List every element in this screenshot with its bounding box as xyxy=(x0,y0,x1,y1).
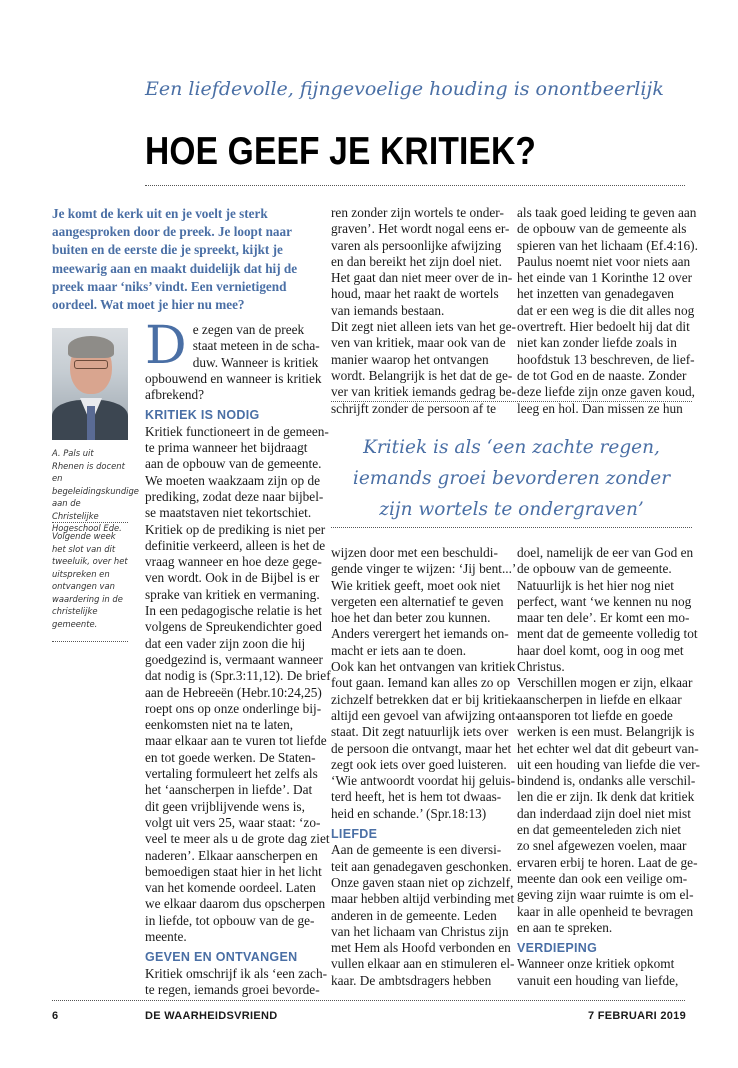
text-line: hoe het dan beter zou kunnen. xyxy=(331,610,491,626)
paragraph xyxy=(145,965,328,999)
text-line: Kritiek op de prediking is niet per xyxy=(145,521,326,537)
text-line: zijn wortels te ondergraven’ xyxy=(379,499,644,520)
text-line: dit geen vrijblijvende wens is, xyxy=(145,798,305,814)
article-title: HOE GEEF JE KRITIEK? xyxy=(145,130,537,173)
text-line: In een pedagogische relatie is het xyxy=(145,603,322,619)
caption-divider xyxy=(52,522,128,523)
text-line: volgens de Spreukendichter goed xyxy=(145,619,322,635)
text-line: Wanneer onze kritiek opkomt xyxy=(517,956,675,972)
text-line: aan de Hebreeën (Hebr.10:24,25) xyxy=(145,684,322,700)
column-2-bottom xyxy=(331,545,520,989)
text-line: maar ten dele’. Er komt een mo- xyxy=(517,610,690,626)
text-line: van het lichaam van Christus zijn xyxy=(331,923,509,939)
text-line: te prima wanneer het bijdraagt xyxy=(145,440,308,456)
text-line: heid en schande.’ (Spr.18:13) xyxy=(331,805,487,821)
publication-name: DE WAARHEIDSVRIEND xyxy=(145,1010,278,1022)
text-line: met Hem als Hoofd verbonden en xyxy=(331,940,511,956)
text-line: Kritiek omschrijf ik als ‘een zach- xyxy=(145,965,328,981)
text-line: zichzelf betrekken dat er bij kritiek xyxy=(331,691,518,707)
title-divider xyxy=(145,185,685,186)
text-line: niet kan zonder liefde zoals in xyxy=(517,335,677,351)
text-line: Onze gaven staan niet op zichzelf, xyxy=(331,874,514,890)
text-line: dat er een weg is die dit alles nog xyxy=(517,302,695,318)
text-line: van het komende oordeel. Laten xyxy=(145,880,316,896)
text-line: opbouwend en wanneer is kritiek xyxy=(145,370,322,386)
paragraph xyxy=(517,956,692,989)
paragraph xyxy=(517,545,700,936)
text-line: roept ons op onze onderlinge bij- xyxy=(145,700,322,716)
section-heading-kritiek-is-nodig: KRITIEK IS NODIG xyxy=(145,408,260,423)
text-line: staat. Dit zegt natuurlijk iets over xyxy=(331,724,509,740)
column-1 xyxy=(145,316,331,998)
text-line: sprake van kritiek en vermaning. xyxy=(145,586,320,602)
text-line: aansporen tot liefde en goede xyxy=(517,707,673,723)
text-line: aan de opbouw van de gemeente. xyxy=(145,456,322,472)
text-line: bemoedigen staat hier in het licht xyxy=(145,863,322,879)
pullquote-divider-top xyxy=(331,401,692,402)
drop-cap: D xyxy=(145,316,187,376)
text-line: in liefde, tot opbouw van de ge- xyxy=(145,912,315,928)
text-line: veel te meer als u de grote dag ziet xyxy=(145,831,330,847)
paragraph xyxy=(331,842,515,989)
next-week-caption: Volgende week het slot van dit tweeluik, over het uitspreken en ontvangen van waardering in de christelijke gemeente. xyxy=(52,531,128,629)
text-line: dat nodig is (Spr.3:11,12). De brief xyxy=(145,668,331,684)
text-line: werken is een must. Belangrijk is xyxy=(517,724,695,740)
text-line: ervaren erbij te horen. Laat de ge- xyxy=(517,854,698,870)
text-line: van iemands bestaan. xyxy=(331,302,445,318)
caption-divider-bottom xyxy=(52,641,128,642)
text-line: het inzetten van genadegaven xyxy=(517,286,674,302)
paragraph xyxy=(517,205,698,417)
text-line: leeg en hol. Dan missen ze hun xyxy=(517,400,683,416)
text-line: maar elkaar aan te vuren tot liefde xyxy=(145,733,327,749)
text-line: het einde van 1 Korinthe 12 over xyxy=(517,270,693,286)
text-line: staat meteen in de scha- xyxy=(192,338,320,354)
text-line: en aan te spreken. xyxy=(517,919,613,935)
text-line: vanuit een houding van liefde, xyxy=(517,972,679,988)
text-line: Natuurlijk is het hier nog niet xyxy=(517,577,674,593)
text-line: bindend is, ondanks alle verschil- xyxy=(517,773,696,789)
text-line: als taak goed leiding te geven aan xyxy=(517,205,697,220)
text-line: ‘Wie antwoordt voordat hij geluis- xyxy=(331,773,516,789)
text-line: te regen, iemands groei bevorde- xyxy=(145,981,320,997)
text-line: en tot goede werken. De Staten- xyxy=(145,749,316,765)
pullquote xyxy=(331,432,692,525)
text-line: de opbouw van de gemeente als xyxy=(517,221,687,237)
text-line: wordt. Belangrijk is het dat de ge- xyxy=(331,367,513,383)
text-line: wijzen door met een beschuldi- xyxy=(331,545,498,560)
page-number: 6 xyxy=(52,1010,59,1022)
text-line: goedgezind is, vermaant wanneer xyxy=(145,651,323,667)
text-line: en dat gemeenteleden zich niet xyxy=(517,822,681,838)
paragraph xyxy=(331,545,520,822)
text-line: macht er iets aan te doen. xyxy=(331,642,467,658)
paragraph xyxy=(331,205,516,417)
text-line: e zegen van de preek xyxy=(192,322,305,337)
pullquote-divider-bottom xyxy=(331,527,692,528)
text-line: het echter wel dat dit gebeurt van- xyxy=(517,740,699,756)
text-line: ven van kritiek, maar ook van de xyxy=(331,335,506,351)
text-line: Anders verergert het iemands on- xyxy=(331,626,509,642)
text-line: de opbouw van de gemeente. xyxy=(517,561,672,577)
text-line: terd heeft, het is hem tot dwaas- xyxy=(331,789,502,805)
article-intro: Je komt de kerk uit en je voelt je sterk aangesproken door de preek. Je loopt naar buiten en de eerste die je spreekt, kijkt je meewarig aan en maakt duidelijk dat hij de preek maar ‘niks’ vindt. Een vernietigend oordeel. Wat moet je hier nu mee? xyxy=(52,206,298,313)
section-heading-liefde: LIEFDE xyxy=(331,827,378,842)
text-line: gende vinger te wijzen: ‘Jij bent...’ xyxy=(331,561,517,577)
text-line: afbrekend? xyxy=(145,387,205,403)
text-line: varen als persoonlijke afwijzing xyxy=(331,237,502,253)
text-line: Kritiek is als ‘een zachte regen, xyxy=(363,437,660,458)
text-line: het ‘aanscherpen in liefde’. Dat xyxy=(145,782,313,798)
text-line: kaar. De ambtsdragers hebben xyxy=(331,972,492,988)
text-line: de persoon die ontvangt, maar het xyxy=(331,740,512,756)
text-line: perfect, want ‘we kennen nu nog xyxy=(517,593,692,609)
column-3-bottom xyxy=(517,545,700,989)
text-line: Ook kan het ontvangen van kritiek xyxy=(331,659,516,675)
text-line: de tot God en de naaste. Zonder xyxy=(517,367,687,383)
text-line: ver van kritiek iemands gedrag be- xyxy=(331,384,516,400)
text-line: Verschillen mogen er zijn, elkaar xyxy=(517,675,693,691)
text-line: vergeten een alternatief te geven xyxy=(331,593,504,609)
section-heading-geven-en-ontvangen: GEVEN EN ONTVANGEN xyxy=(145,950,298,965)
issue-date: 7 FEBRUARI 2019 xyxy=(587,1010,686,1022)
text-line: anderen in de gemeente. Leden xyxy=(331,907,497,923)
text-line: fout gaan. Iemand kan alles zo op xyxy=(331,675,511,691)
text-line: duw. Wanneer is kritiek xyxy=(192,354,319,370)
text-line: haar doel komt, oog in oog met xyxy=(517,642,684,658)
text-line: Christus. xyxy=(517,659,565,675)
text-line: altijd een gevoel van afwijzing ont- xyxy=(331,707,520,723)
text-line: Dit zegt niet alleen iets van het ge- xyxy=(331,319,516,335)
text-line: prediking, zodat deze naar bijbel- xyxy=(145,488,324,504)
text-line: doel, namelijk de eer van God en xyxy=(517,545,694,560)
text-line: manier waarop het ontvangen xyxy=(331,351,489,367)
text-line: Kritiek functioneert in de gemeen- xyxy=(145,423,329,439)
text-line: We moeten waakzaam zijn op de xyxy=(145,472,321,488)
text-line: uit een houding van liefde die ver- xyxy=(517,756,700,772)
text-line: ven wordt. Ook in de Bijbel is er xyxy=(145,570,320,586)
text-line: Het gaat dan niet meer over de in- xyxy=(331,270,513,286)
text-line: schrijft zonder de persoon af te xyxy=(331,400,497,416)
text-line: meente dan ook een veilige om- xyxy=(517,870,688,886)
text-line: aanscherpen in liefde en elkaar xyxy=(517,691,682,707)
text-line: deze liefde zijn onze gaven koud, xyxy=(517,384,695,400)
author-photo xyxy=(52,328,128,440)
text-line: vertaling formuleert het zelfs als xyxy=(145,766,318,782)
text-line: naderen’. Elkaar aanscherpen en xyxy=(145,847,318,863)
author-caption: A. Pals uit Rhenen is docent en begeleidingskundige aan de Christelijke Hogeschool Ede. xyxy=(52,448,139,533)
column-2-top xyxy=(331,205,516,417)
section-heading-verdieping: VERDIEPING xyxy=(517,941,598,956)
text-line: hoofdstuk 13 beschreven, de lief- xyxy=(517,351,695,367)
text-line: meente. xyxy=(145,928,187,944)
text-line: vullen elkaar aan en stimuleren el- xyxy=(331,956,515,972)
text-line: teit aan genadegaven geschonken. xyxy=(331,858,512,874)
article-subtitle: Een liefdevolle, fijngevoelige houding is onontbeerlijk xyxy=(145,78,664,100)
text-line: maar hebben altijd verbinding met xyxy=(331,891,515,907)
text-line: ren zonder zijn wortels te onder- xyxy=(331,205,504,220)
text-line: dan inderdaad zijn doel niet mist xyxy=(517,805,691,821)
text-line: en dan bereikt het zijn doel niet. xyxy=(331,253,502,269)
text-line: kaar in alle openheid te bevragen xyxy=(517,903,694,919)
column-3-top xyxy=(517,205,698,417)
text-line: se maatstaven niet tekortschiet. xyxy=(145,505,312,521)
text-line: we elkaar daarom dus opscherpen xyxy=(145,896,326,912)
text-line: volgt uit vers 25, waar staat: ‘zo- xyxy=(145,814,321,830)
text-line: eenkomsten niet na te laten, xyxy=(145,717,294,733)
text-line: iemands groei bevorderen zonder xyxy=(352,468,671,489)
text-line: overtreft. Hier bedoelt hij dat dit xyxy=(517,319,690,335)
text-line: definitie verkeerd, alleen is het de xyxy=(145,537,326,553)
text-line: vraag wanneer en hoe deze gege- xyxy=(145,554,322,570)
text-line: spieren van het lichaam (Ef.4:16). xyxy=(517,237,698,253)
text-line: Aan de gemeente is een diversi- xyxy=(331,842,502,858)
text-line: dat een vader zijn zoon die hij xyxy=(145,635,306,651)
footer-divider xyxy=(52,1000,685,1001)
text-line: zo snel afgewezen voelen, maar xyxy=(517,838,687,854)
text-line: geving zijn waar ruimte is om el- xyxy=(517,887,694,903)
text-line: houd, maar het raakt de wortels xyxy=(331,286,499,302)
text-line: graven’. Het wordt nogal eens er- xyxy=(331,221,510,237)
paragraph xyxy=(145,423,331,946)
text-line: Wie kritiek geeft, moet ook niet xyxy=(331,577,501,593)
text-line: len die er zijn. Ik denk dat kritiek xyxy=(517,789,695,805)
text-line: ment dat de gemeente volledig tot xyxy=(517,626,698,642)
text-line: zegt ook iets over goed luisteren. xyxy=(331,756,507,772)
text-line: Paulus noemt niet voor niets aan xyxy=(517,253,691,269)
